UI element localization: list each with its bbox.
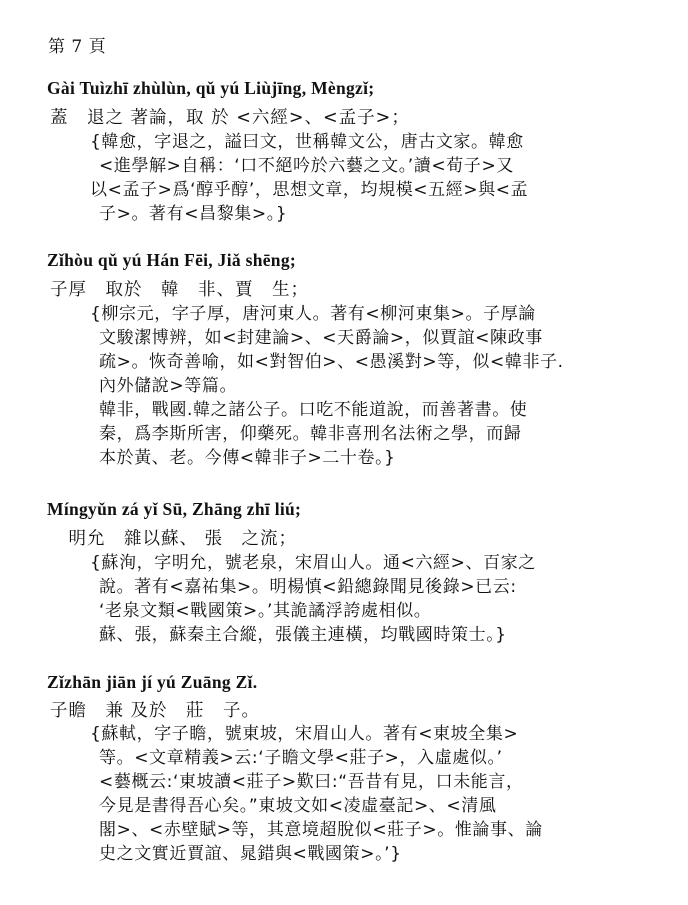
- note-line: 文駿潔博辨，如<封建論>、<天爵論>，似賈誼<陳政事: [99, 328, 543, 348]
- entry-1-title: 蓋 退之 著論，取 於 <六經>、<孟子>；: [50, 108, 410, 128]
- entry-4-note: [90, 722, 543, 866]
- note-line: 蘇、張，蘇秦主合縱，張儀主連橫，均戰國時策士。}: [99, 625, 507, 645]
- page-number: 第 7 頁: [48, 37, 107, 57]
- entry-4-title: 子瞻 兼 及於 莊 子。: [50, 701, 261, 721]
- note-line: 史之文實近賈誼、晁錯與<戰國策>。’}: [99, 844, 402, 864]
- note-line: 疏>。恢奇善喻，如<對智伯>、<愚溪對>等，似<韓非子.: [99, 352, 564, 372]
- note-line: 秦，爲李斯所害，仰藥死。韓非喜刑名法術之學，而歸: [99, 424, 522, 444]
- note-line: {韓愈，字退之，謚曰文，世稱韓文公，唐古文家。韓愈: [90, 132, 524, 152]
- entry-1-pinyin: Gài Tuìzhī zhùlùn, qǔ yú Liùjīng, Mèngzǐ;: [47, 78, 375, 98]
- note-line: {蘇洵，字明允，號老泉，宋眉山人。通<六經>、百家之: [90, 553, 536, 573]
- note-line: 等。<文章精義>云:‘子瞻文學<莊子>，入虛處似。’: [99, 748, 503, 768]
- entry-3-title: 明允 雜以蘇、 張 之流；: [50, 529, 298, 549]
- note-line: 今見是書得吾心矣。”東坡文如<凌虛臺記>、<清風: [99, 796, 497, 816]
- note-line: {蘇軾，字子瞻，號東坡，宋眉山人。著有<東坡全集>: [90, 724, 519, 744]
- note-line: <藝概云:‘東坡讀<莊子>歎曰:“吾昔有見，口未能言，: [99, 772, 524, 792]
- note-line: 說。著有<嘉祐集>。明楊慎<鉛總錄聞見後錄>已云:: [99, 577, 517, 597]
- entry-3-pinyin: Míngyǔn zá yǐ Sū, Zhāng zhī liú;: [47, 499, 302, 519]
- entry-1-note: [90, 130, 528, 226]
- note-line: {柳宗元，字子厚，唐河東人。著有<柳河東集>。子厚論: [90, 304, 536, 324]
- entry-2-note: [90, 302, 564, 470]
- entry-4-pinyin: Zǐzhān jiān jí yú Zuāng Zǐ.: [47, 672, 258, 692]
- note-line: 韓非，戰國.韓之諸公子。口吃不能道說，而善著書。使: [99, 400, 528, 420]
- note-line: 內外儲說>等篇。: [99, 376, 238, 396]
- note-line: ‘老泉文類<戰國策>。’其詭譎浮誇處相似。: [99, 601, 432, 621]
- note-line: 本於黃、老。今傳<韓非子>二十卷。}: [99, 448, 396, 468]
- entry-2-pinyin: Zǐhòu qǔ yú Hán Fēi, Jiǎ shēng;: [47, 250, 297, 270]
- entry-3-note: [90, 551, 536, 647]
- note-line: 子>。著有<昌黎集>。}: [99, 204, 288, 224]
- note-line: 以<孟子>爲‘醇乎醇’，思想文章，均規模<五經>與<孟: [90, 180, 529, 200]
- note-line: 閣>、<赤壁賦>等，其意境超脫似<莊子>。惟論事、論: [99, 820, 543, 840]
- note-line: <進學解>自稱：‘口不絕吟於六藝之文。’讀<荀子>又: [99, 156, 514, 176]
- entry-2-title: 子厚 取於 韓 非、賈 生；: [50, 280, 309, 300]
